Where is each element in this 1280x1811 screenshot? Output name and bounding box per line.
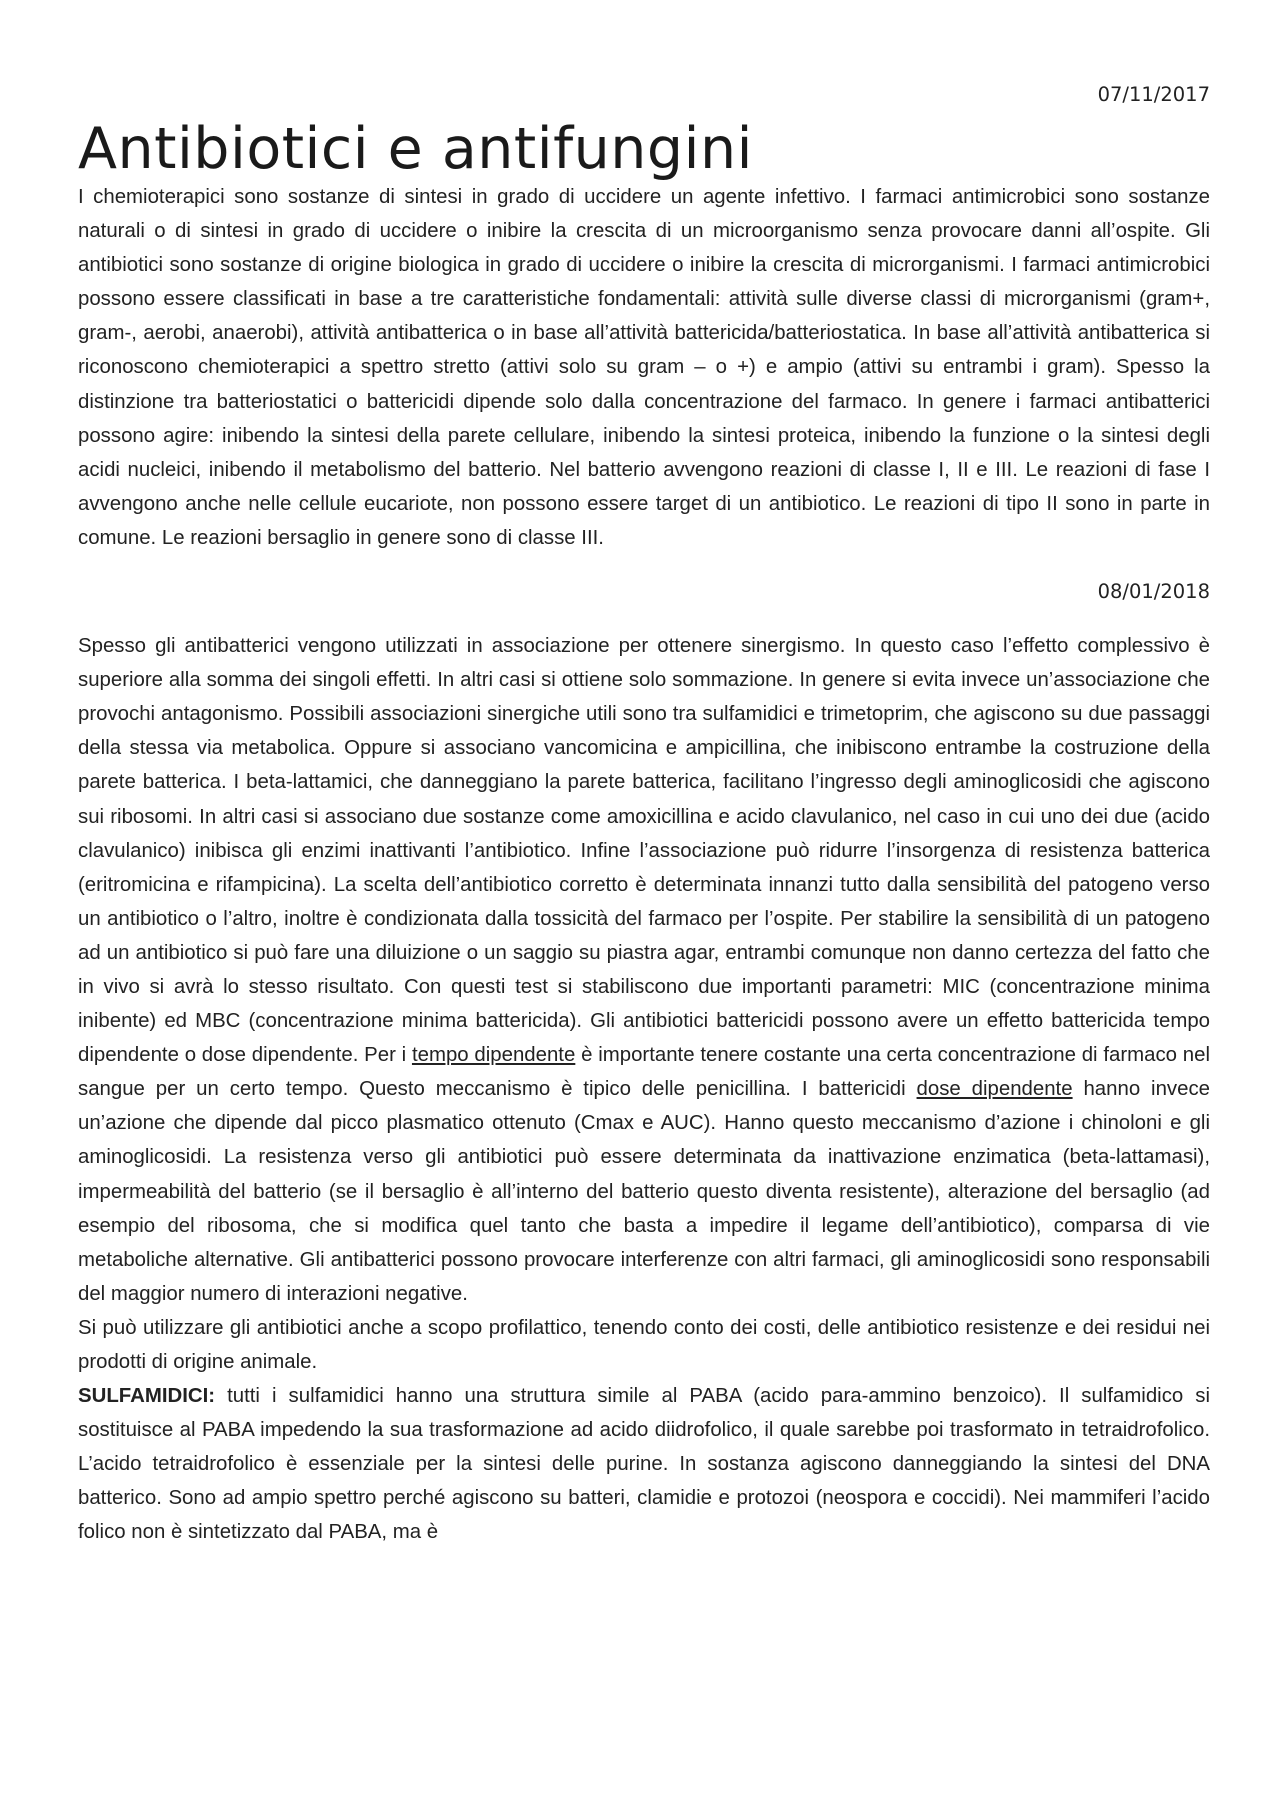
document-content	[78, 78, 1210, 1550]
section-heading-sulfonamides: SULFAMIDICI:	[78, 1385, 216, 1408]
paragraph-associations-part-a: Spesso gli antibatterici vengono utilizzati in associazione per ottenere sinergismo. In questo caso l’effetto complessivo è superiore alla somma dei singoli effetti. In altri casi si ottiene solo sommazione. In genere si evita invece un’associazione che provochi antagonismo. Possibili associazioni sinergiche utili sono tra sulfamidici e trimetoprim, che agiscono su due passaggi della stessa via metabolica. Oppure si associano vancomicina e ampicillina, che inibiscono entrambe la costruzione della parete batterica. I beta-lattamici, che danneggiano la parete batterica, facilitano l’ingresso degli aminoglicosidi che agiscono sui ribosomi. In altri casi si associano due sostanze come amoxicillina e acido clavulanico, nel caso in cui uno dei due (acido clavulanico) inibisca gli enzimi inattivanti l’antibiotico. Infine l’associazione può ridurre l’insorgenza di resistenza batterica (eritromicina e rifampicina). La scelta dell’antibiotico corretto è determinata innanzi tutto dalla sensibilità del patogeno verso un antibiotico o l’altro, inoltre è condizionata dalla tossicità del farmaco per l’ospite. Per stabilire la sensibilità di un patogeno ad un antibiotico si può fare una diluizione o un saggio su piastra agar, entrambi comunque non danno certezza del fatto che in vivo si avrà lo stesso risultato. Con questi test si stabiliscono due importanti parametri: MIC (concentrazione minima inibente) ed MBC (concentrazione minima battericida). Gli antibiotici battericidi possono avere un effetto battericida tempo dipendente o dose dipendente. Per i	[78, 635, 1210, 1067]
paragraph-sulfonamides	[78, 1379, 1210, 1549]
paragraph-intro: I chemioterapici sono sostanze di sintesi in grado di uccidere un agente infettivo. I farmaci antimicrobici sono sostanze naturali o di sintesi in grado di uccidere o inibire la crescita di un microorganismo senza provocare danni all’ospite. Gli antibiotici sono sostanze di origine biologica in grado di uccidere o inibire la crescita di microrganismi. I farmaci antimicrobici possono essere classificati in base a tre caratteristiche fondamentali: attività sulle diverse classi di microrganismi (gram+, gram-, aerobi, anaerobi), attività antibatterica o in base all’attività battericida/batteriostatica. In base all’attività antibatterica si riconoscono chemioterapici a spettro stretto (attivi solo su gram – o +) e ampio (attivi su entrambi i gram). Spesso la distinzione tra batteriostatici o battericidi dipende solo dalla concentrazione del farmaco. In genere i farmaci antibatterici possono agire: inibendo la sintesi della parete cellulare, inibendo la sintesi proteica, inibendo la funzione o la sintesi degli acidi nucleici, inibendo il metabolismo del batterio. Nel batterio avvengono reazioni di classe I, II e III. Le reazioni di fase I avvengono anche nelle cellule eucariote, non possono essere target di un antibiotico. Le reazioni di tipo II sono in parte in comune. Le reazioni bersaglio in genere sono di classe III.	[78, 186, 1210, 549]
paragraph-prophylaxis: Si può utilizzare gli antibiotici anche a scopo profilattico, tenendo conto dei costi, delle antibiotico resistenze e dei residui nei prodotti di origine animale.	[78, 1316, 1210, 1373]
paragraph-associations	[78, 629, 1210, 1311]
underlined-term-dose-dependent: dose dipendente	[916, 1078, 1073, 1101]
document-title: Antibiotici e antifungini	[78, 116, 753, 182]
paragraph-associations-part-b: è importante tenere costante una certa concentrazione di farmaco nel sangue per un certo tempo. Questo meccanismo è tipico delle penicillina. I battericidi	[78, 1044, 1210, 1101]
date-first: 07/11/2017	[1097, 83, 1210, 106]
paragraph-sulfonamides-text: tutti i sulfamidici hanno una struttura simile al PABA (acido para-ammino benzoico). Il sulfamidico si sostituisce al PABA impedendo la sua trasformazione ad acido diidrofolico, il quale sarebbe poi trasformato in tetraidrofolico. L’acido tetraidrofolico è essenziale per la sintesi delle purine. In sostanza agiscono danneggiando la sintesi del DNA batterico. Sono ad ampio spettro perché agiscono su batteri, clamidie e protozoi (neospora e coccidi). Nei mammiferi l’acido folico non è sintetizzato dal PABA, ma è	[78, 1385, 1210, 1544]
underlined-term-time-dependent: tempo dipendente	[411, 1044, 576, 1067]
date-second: 08/01/2018	[1097, 580, 1210, 604]
paragraph-associations-part-c: hanno invece un’azione che dipende dal picco plasmatico ottenuto (Cmax e AUC). Hanno questo meccanismo d’azione i chinoloni e gli aminoglicosidi. La resistenza verso gli antibiotici può essere determinata da inattivazione enzimatica (beta-lattamasi), impermeabilità del batterio (se il bersaglio è all’interno del batterio questo diventa resistente), alterazione del bersaglio (ad esempio del ribosoma, che si modifica quel tanto che basta a impedire il legame dell’antibiotico), comparsa di vie metaboliche alternative. Gli antibatterici possono provocare interferenze con altri farmaci, gli aminoglicosidi sono responsabili del maggior numero di interazioni negative.	[78, 1078, 1210, 1305]
